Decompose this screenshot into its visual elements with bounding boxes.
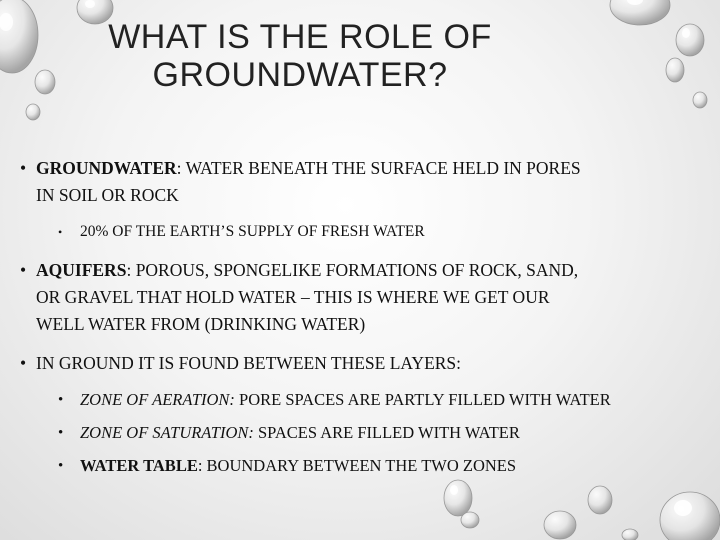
zone-of-saturation-text: SPACES ARE FILLED WITH WATER bbox=[253, 423, 520, 442]
bullet-marker: • bbox=[58, 392, 64, 408]
term-water-table: WATER TABLE bbox=[80, 456, 198, 475]
aquifers-text-line-2: OR GRAVEL THAT HOLD WATER – THIS IS WHERE WE GET OUR bbox=[36, 287, 550, 307]
sub-bullet-water-table bbox=[20, 455, 700, 477]
layers-text: IN GROUND IT IS FOUND BETWEEN THESE LAYERS: bbox=[36, 353, 462, 373]
aquifers-text-line-1: POROUS, SPONGELIKE FORMATIONS OF ROCK, SAND, bbox=[135, 260, 579, 280]
bullet-marker: • bbox=[20, 260, 27, 280]
slide-title bbox=[60, 18, 540, 94]
groundwater-text-line-2: IN SOIL OR ROCK bbox=[36, 185, 179, 205]
slide-body bbox=[20, 155, 700, 488]
bullet-layers bbox=[20, 350, 700, 377]
bullet-aquifers bbox=[20, 257, 700, 338]
title-line-2: GROUNDWATER? bbox=[152, 56, 448, 94]
term-zone-of-aeration: ZONE OF AERATION: bbox=[80, 390, 235, 409]
water-table-text: : BOUNDARY BETWEEN THE TWO ZONES bbox=[197, 456, 517, 475]
term-separator: : bbox=[126, 260, 136, 280]
sub-bullet-zone-of-aeration bbox=[20, 389, 700, 411]
term-zone-of-saturation: ZONE OF SATURATION: bbox=[80, 423, 254, 442]
zone-of-aeration-text: PORE SPACES ARE PARTLY FILLED WITH WATER bbox=[234, 390, 611, 409]
fresh-water-text: 20% OF THE EARTH’S SUPPLY OF FRESH WATER bbox=[80, 223, 425, 240]
groundwater-text-line-1: WATER BENEATH THE SURFACE HELD IN PORES bbox=[185, 158, 581, 178]
title-line-1: WHAT IS THE ROLE OF bbox=[108, 18, 492, 56]
bullet-marker: • bbox=[58, 458, 64, 474]
sub-bullet-zone-of-saturation bbox=[20, 422, 700, 444]
term-separator: : bbox=[176, 158, 186, 178]
aquifers-text-line-3: WELL WATER FROM (DRINKING WATER) bbox=[36, 314, 366, 334]
bullet-groundwater bbox=[20, 155, 700, 209]
term-aquifers: AQUIFERS bbox=[36, 260, 127, 280]
bullet-marker: • bbox=[20, 353, 27, 373]
bullet-marker: • bbox=[20, 158, 27, 178]
bullet-marker: • bbox=[58, 225, 63, 239]
sub-bullet-fresh-water bbox=[20, 221, 700, 243]
term-groundwater: GROUNDWATER bbox=[36, 158, 177, 178]
bullet-marker: • bbox=[58, 425, 64, 441]
